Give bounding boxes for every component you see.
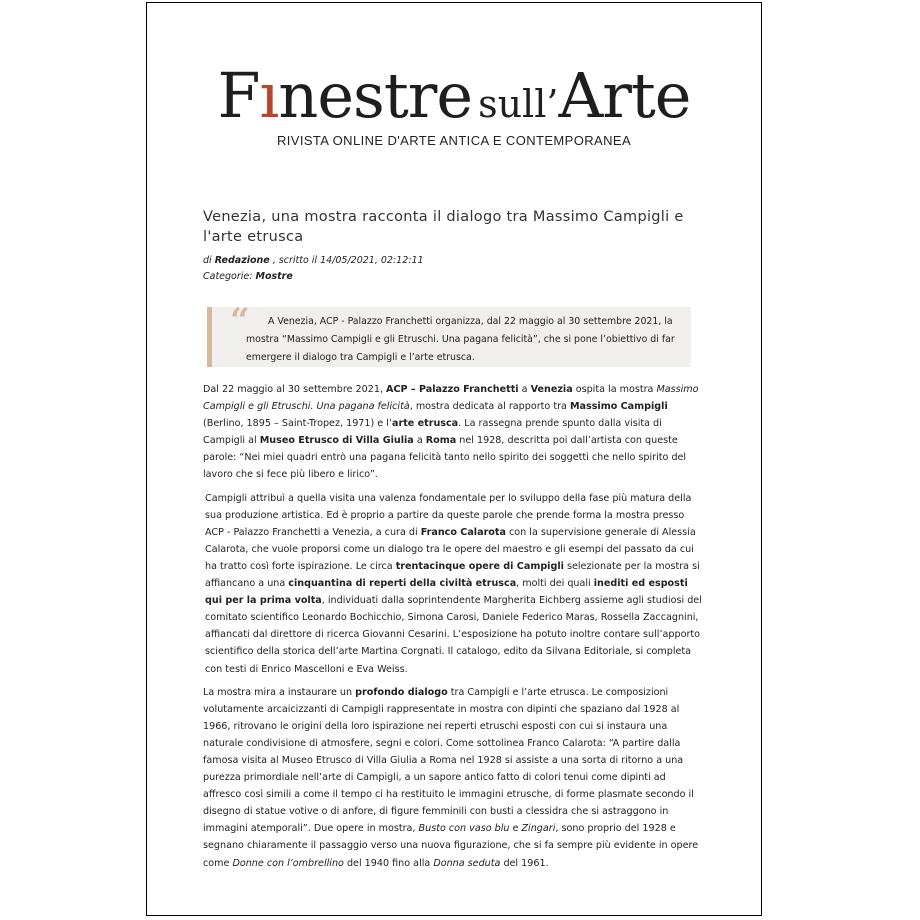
text-run: La mostra mira a instaurare un bbox=[203, 686, 356, 698]
paragraph-2 bbox=[203, 490, 703, 678]
text-run: nel 1928, descritta poi dall’artista con queste parole: “Nei miei quadri entrò una pagana felicità tanto nello spirito dei soggetti che nello spirito del lavoro che si fece più libero e lirico”. bbox=[203, 435, 687, 481]
bold-run: inediti ed esposti qui per la prima volta bbox=[205, 578, 688, 607]
byline-categories-line bbox=[203, 269, 424, 285]
italic-run: Donne con l’ombrellino bbox=[232, 857, 344, 869]
logo-text-nestre: nestre bbox=[278, 59, 473, 132]
article-body bbox=[203, 381, 703, 878]
bold-run: cinquantina di reperti della civiltà etrusca bbox=[288, 578, 517, 590]
byline-author-line bbox=[203, 253, 424, 269]
text-run: (Berlino, 1895 – Saint-Tropez, 1971) e l’ bbox=[203, 418, 392, 430]
text-run: ospita la mostra bbox=[572, 384, 657, 395]
masthead bbox=[147, 59, 761, 148]
italic-run: Zingari bbox=[521, 823, 556, 835]
italic-run: Massimo Campigli e gli Etruschi. Una pagana felicità bbox=[203, 384, 699, 413]
article-byline bbox=[203, 253, 424, 285]
text-run: a bbox=[413, 435, 426, 447]
logo-text-arte: Arte bbox=[558, 59, 691, 132]
bold-run: Venezia bbox=[530, 384, 573, 395]
text-run: e bbox=[509, 823, 522, 835]
bold-run: arte etrusca bbox=[391, 418, 459, 430]
logo-text-sull: sull’ bbox=[478, 82, 559, 126]
text-run: . La rassegna prende spunto dalla visita di Campigli al bbox=[203, 418, 662, 447]
text-run: con la supervisione generale di Alessia Calarota, che vuole proporsi come un dialogo tra le opere del maestro e gli esempi del passato da cui ha tratto così forte ispirazione. Le circa bbox=[205, 526, 696, 572]
logo-text-f: F bbox=[217, 59, 260, 132]
italic-run: Donna seduta bbox=[433, 857, 501, 869]
byline-date: , scritto il 14/05/2021, 02:12:11 bbox=[272, 255, 424, 266]
byline-author-link[interactable]: Redazione bbox=[214, 255, 270, 266]
paragraph-1 bbox=[203, 381, 703, 484]
paragraph-3 bbox=[203, 684, 703, 872]
text-run: selezionate per la mostra si affiancano a una bbox=[205, 560, 700, 590]
bold-run: trentacinque opere di Campigli bbox=[395, 560, 564, 572]
text-run: , molti dei quali bbox=[516, 578, 594, 590]
bold-run: Franco Calarota bbox=[420, 526, 506, 538]
bold-run: ACP – Palazzo Franchetti bbox=[386, 384, 519, 395]
italic-run: Busto con vaso blu bbox=[418, 823, 510, 835]
text-run: Dal 22 maggio al 30 settembre 2021, bbox=[203, 384, 387, 395]
bold-run: Museo Etrusco di Villa Giulia bbox=[259, 435, 414, 447]
bold-run: profondo dialogo bbox=[355, 686, 448, 698]
text-run: Campigli attribuì a quella visita una valenza fondamentale per lo sviluppo della fase più matura della sua produzione artistica. Ed è proprio a partire da queste parole che prende forma la mostra presso ACP - Palazzo Franchetti a Venezia, a cura di bbox=[205, 492, 692, 538]
bold-run: Massimo Campigli bbox=[569, 401, 668, 413]
byline-prefix: di bbox=[203, 255, 212, 266]
article-summary-quote bbox=[207, 301, 691, 367]
document-page bbox=[146, 2, 762, 916]
text-run: a bbox=[518, 384, 531, 395]
text-run: del 1940 fino alla bbox=[343, 857, 434, 869]
category-link-mostre[interactable]: Mostre bbox=[255, 271, 293, 282]
categories-label: Categorie: bbox=[203, 271, 253, 282]
text-run: , individuati dalla soprintendente Margherita Eichberg assieme agli studiosi del comitato scientifico Leonardo Bochicchio, Simona Carosi, Daniele Federico Maras, Rossella Zaccagnini, affiancati dal direttore di ricerca Giovanni Cesarini. L’esposizione ha potuto inoltre contare sull’apporto scientifico della storica dell’arte Martina Corgnati. Il catalogo, edito da Silvana Editoriale, si completa con testi di Enrico Mascelloni e Eva Weiss. bbox=[205, 595, 702, 675]
text-run: , mostra dedicata al rapporto tra bbox=[409, 401, 570, 413]
site-logo[interactable] bbox=[147, 59, 761, 132]
text-run: del 1961. bbox=[500, 857, 549, 869]
article-title: Venezia, una mostra racconta il dialogo tra Massimo Campigli e l'arte etrusca bbox=[203, 209, 684, 245]
text-run: tra Campigli e l’arte etrusca. Le composizioni volutamente arcaicizzanti di Campigli rappresentate in mostra con dipinti che spaziano dal 1928 al 1966, ritrovano le origini della loro ispirazione nei reperti etruschi esposti con cui si instaura una naturale condivisione di atmosfere, segni e colori. Come sottolinea Franco Calarota: “A partire dalla famosa visita al Museo Etrusco di Villa Giulia a Roma nel 1928 si assiste a una sorta di ritorno a una purezza primordiale nell’arte di Campigli, a un sapore antico fatto di colori tenui come dipinti ad affresco così simili a come il tempo ci ha restituito le immagini etrusche, di forme plasmate secondo il disegno di statue votive o di anfore, di figure femminili con busti a clessidra che si astraggono in immagini atemporali”. Due opere in mostra, bbox=[203, 686, 694, 835]
bold-run: Roma bbox=[425, 435, 457, 447]
logo-text-accent: ı bbox=[259, 59, 279, 132]
quote-mark-icon: “ bbox=[230, 301, 250, 341]
text-run: , sono proprio del 1928 e segnano chiaramente il passaggio verso una nuova figurazione, che si fa sempre più evidente in opere come bbox=[203, 823, 699, 869]
summary-quote-text: A Venezia, ACP - Palazzo Franchetti organizza, dal 22 maggio al 30 settembre 2021, la mostra “Massimo Campigli e gli Etruschi. Una pagana felicità”, che si pone l’obiettivo di far emergere il dialogo tra Campigli e l’arte etrusca. bbox=[246, 316, 675, 363]
site-tagline: RIVISTA ONLINE D'ARTE ANTICA E CONTEMPORANEA bbox=[276, 133, 632, 148]
